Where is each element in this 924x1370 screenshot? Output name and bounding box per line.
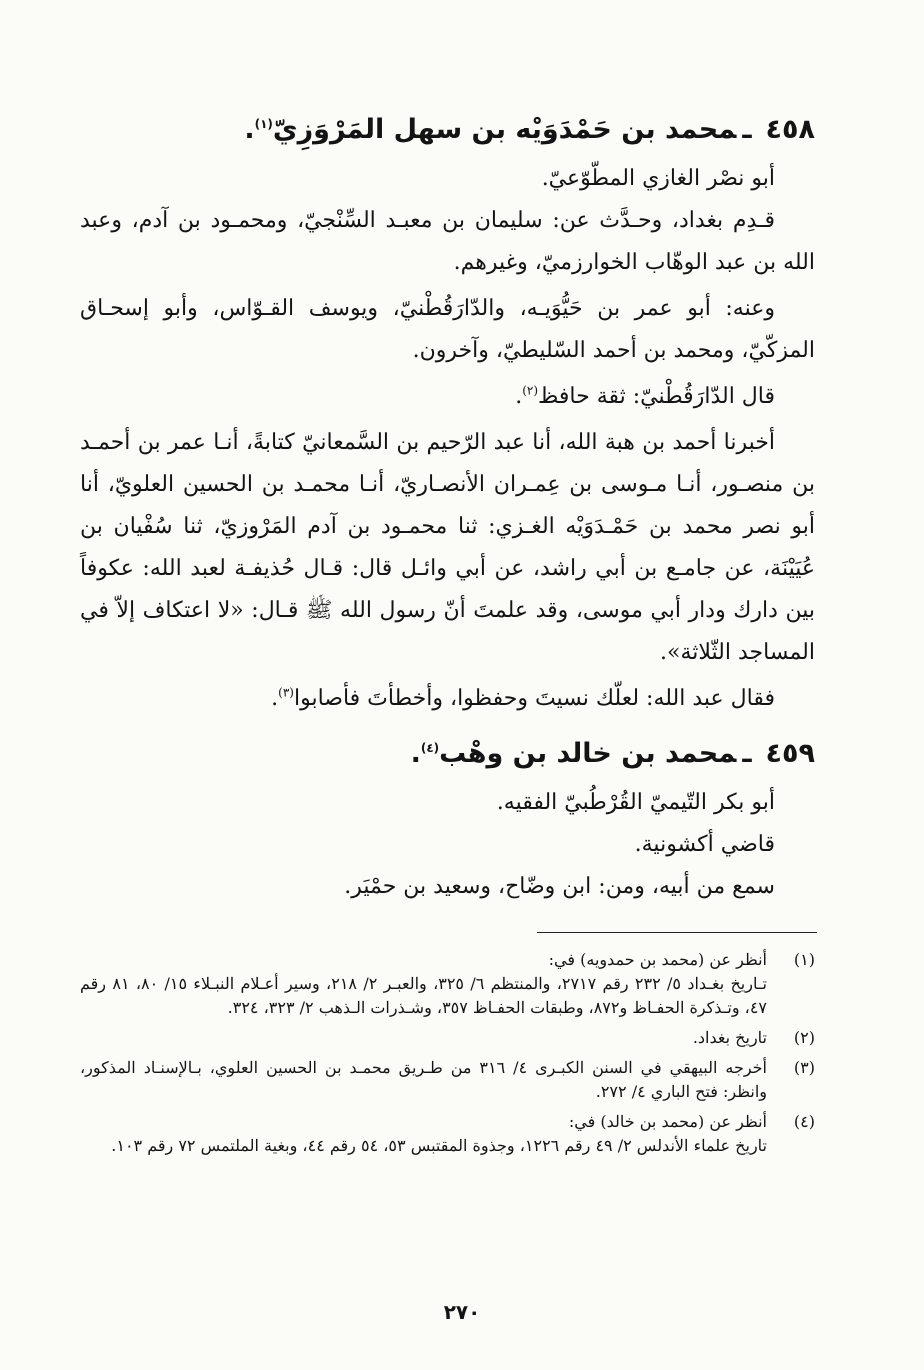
entry-name: محمد بن خالد بن وهْب [439,738,737,769]
entry-number: ٤٥٨ [765,114,815,145]
paragraph: قاضي أكشونية. [634,832,775,857]
footnote-ref: (٢) [522,383,539,398]
footnote-line: تاريخ علماء الأندلس ٢/ ٤٩ رقم ١٢٢٦، وجذوة المقتبس ٥٣، ٥٤ رقم ٤٤، وبغية الملتمس ٧٢ رقم ١٠٣. [111,1136,767,1155]
paragraph: قال الدّارَقُطْنيّ: ثقة حافظ$^{(٢)}$. [515,383,775,409]
footnote-ref: (٣) [278,685,294,700]
footnote-line: أخرجه البيهقي في السنن الكبـرى ٤/ ٣١٦ من طـريق محمـد بن الحسين العلوي، بـالإسنـاد المذكور، وانظر: فتح الباري ٤/ ٢٧٢. [80,1058,768,1101]
entry-name: محمد بن حَمْدَوَيْه بن سهل المَرْوَزِيّ [272,114,737,145]
page-number: ٢٧٠ [443,1300,481,1324]
paragraph: فقال عبد الله: لعلّك نسيتَ وحفظوا، وأخطأتَ فأصابوا$^{(٣)}$. [271,685,775,711]
paragraph: قـدِم بغداد، وحـدَّث عن: سليمان بن معبـد السِّنْجيّ، ومحمـود بن آدم، وعبد الله بن عبد الوهّاب الخوارزميّ، وغيرهم. [80,208,815,275]
paragraph: أبو نصْر الغازي المطّوّعيّ. [541,166,775,191]
footnote-line: أنظر عن (محمد بن حمدويه) في: [548,950,767,969]
paragraph: أبو بكر التّيميّ القُرْطُبيّ الفقيه. [496,790,775,815]
footnote-divider [537,932,817,933]
footnotes [80,948,815,1164]
footnote-line: أنظر عن (محمد بن خالد) في: [568,1112,767,1131]
footnote [80,1056,815,1104]
main-text [80,108,815,908]
paragraph: سمع من أبيه، ومن: ابن وضّاح، وسعيد بن حمْيَر. [344,874,775,899]
footnote-number: (٢) [793,1028,815,1047]
entry-heading: ٤٥٩ـمحمد بن خالد بن وهْب$^{(٤)}$. [410,738,815,769]
footnote-number: (٤) [793,1112,815,1131]
paragraph: وعنه: أبو عمر بن حَيُّوَيـه، والدّارَقُطْنيّ، ويوسف القـوّاس، وأبو إسحـاق المزكّيّ، ومحمد بن أحمد السّليطيّ، وآخرون. [80,296,815,363]
footnote-number: (١) [793,950,815,969]
footnote [80,948,815,1020]
entry-heading: ٤٥٨ـمحمد بن حَمْدَوَيْه بن سهل المَرْوَزِيّ$^{(١)}$. [244,114,815,145]
footnote-ref: (١) [254,117,273,131]
footnote-line: تـاريخ بغـداد ٥/ ٢٣٢ رقم ٢٧١٧، والمنتظم ٦/ ٣٢٥، والعبـر ٢/ ٢١٨، وسير أعـلام النبـلاء ١٥/ ٨٠، ٨١ رقم ٤٧، وتـذكرة الحفـاظ و٨٧٢، وطبقات الحفـاظ ٣٥٧، وشـذرات الـذهب ٢/ ٣٢٣، ٣٢٤. [80,974,767,1017]
footnote-line: تاريخ بغداد. [692,1028,767,1047]
footnote-ref: (٤) [420,741,440,755]
footnote-number: (٣) [793,1058,815,1077]
entry-number: ٤٥٩ [765,738,815,769]
footnote [80,1110,815,1158]
paragraph: أخبرنا أحمد بن هبة الله، أنا عبد الرّحيم بن السَّمعانيّ كتابةً، أنـا عمر بن أحمـد بن منصـور، أنـا مـوسى بن عِمـران الأنصـاريّ، أنـا محمـد بن الحسين العلويّ، أنا أبو نصر محمد بن حَمْـدَوَيْه الغـزي: ثنا محمـود بن آدم المَرْوزيّ، ثنا سُفْيان بن عُيَيْنَة، عن جامـع بن أبي راشد، عن أبي وائـل قال: قـال حُذيفـة لعبد الله: عكوفاً بين دارك ودار أبي موسى، وقد علمتَ أنّ رسول الله ﷺ قـال: «لا اعتكاف إلاّ في المساجد الثّلاثة». [80,430,815,665]
footnote [80,1026,815,1050]
